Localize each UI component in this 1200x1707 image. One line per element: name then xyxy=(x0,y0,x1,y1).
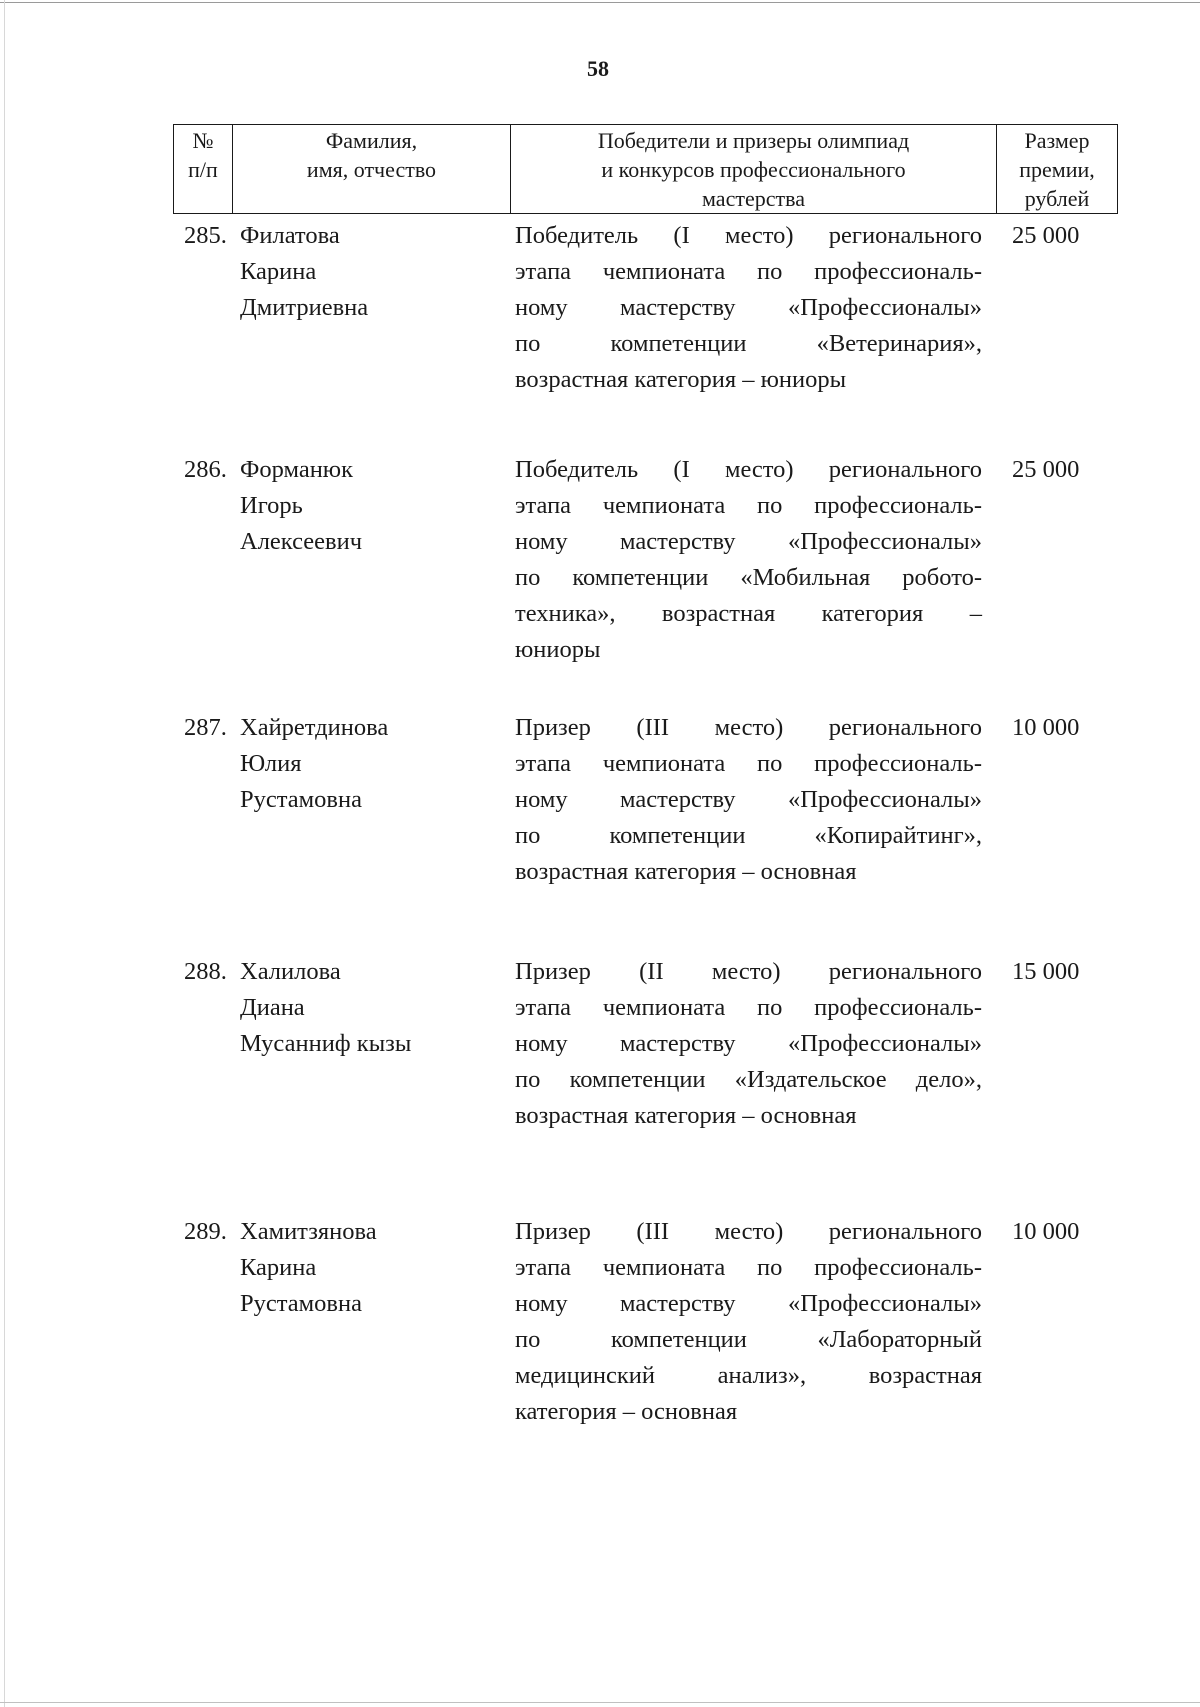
header-desc-line-3: мастерства xyxy=(702,186,805,211)
row-number: 287. xyxy=(184,714,227,741)
achievement-line: этапа чемпионата по профессиональ- xyxy=(515,1254,982,1281)
achievement-line: возрастная категория – основная xyxy=(515,1102,857,1129)
achievement-line: ному мастерству «Профессионалы» xyxy=(515,786,982,813)
achievement-line: юниоры xyxy=(515,636,601,663)
achievement-line: по компетенции «Ветеринария», xyxy=(515,330,982,357)
surname: Хамитзянова xyxy=(240,1218,377,1245)
row-full-name xyxy=(240,954,500,1062)
row-full-name xyxy=(240,1214,500,1322)
row-number: 286. xyxy=(184,456,227,483)
header-num-line-1: № xyxy=(192,128,214,153)
achievement-line: по компетенции «Мобильная робото- xyxy=(515,564,982,591)
row-full-name xyxy=(240,218,500,326)
row-number: 288. xyxy=(184,958,227,985)
header-name-line-1: Фамилия, xyxy=(325,128,418,153)
row-achievement xyxy=(515,218,982,398)
header-col-number xyxy=(174,125,233,214)
achievement-line: категория – основная xyxy=(515,1398,738,1425)
first-name: Игорь xyxy=(240,492,303,519)
header-col-description xyxy=(511,125,997,214)
row-achievement xyxy=(515,452,982,668)
row-award-amount: 15 000 xyxy=(1012,958,1080,985)
surname: Филатова xyxy=(240,222,340,249)
surname: Халилова xyxy=(240,958,341,985)
first-name: Диана xyxy=(240,994,305,1021)
surname: Форманюк xyxy=(240,456,354,483)
row-achievement xyxy=(515,710,982,890)
row-full-name xyxy=(240,710,500,818)
header-amount-line-1: Размер xyxy=(1024,128,1090,153)
first-name: Карина xyxy=(240,258,317,285)
header-col-name xyxy=(233,125,511,214)
row-number: 285. xyxy=(184,222,227,249)
table-header xyxy=(173,124,1118,214)
patronymic: Рустамовна xyxy=(240,786,362,813)
achievement-line: возрастная категория – основная xyxy=(515,858,857,885)
row-award-amount: 25 000 xyxy=(1012,456,1080,483)
achievement-line: по компетенции «Лабораторный xyxy=(515,1326,982,1353)
patronymic: Дмитриевна xyxy=(240,294,369,321)
header-amount-line-3: рублей xyxy=(1024,186,1090,211)
achievement-line: этапа чемпионата по профессиональ- xyxy=(515,994,982,1021)
patronymic: Алексеевич xyxy=(240,528,363,555)
row-award-amount: 10 000 xyxy=(1012,714,1080,741)
row-number: 289. xyxy=(184,1218,227,1245)
row-award-amount: 10 000 xyxy=(1012,1218,1080,1245)
achievement-line: ному мастерству «Профессионалы» xyxy=(515,1030,982,1057)
header-num-line-2: п/п xyxy=(188,157,218,182)
header-amount-line-2: премии, xyxy=(1019,157,1095,182)
row-award-amount: 25 000 xyxy=(1012,222,1080,249)
bottom-border-line xyxy=(0,1702,1200,1703)
achievement-line: по компетенции «Копирайтинг», xyxy=(515,822,982,849)
achievement-line: этапа чемпионата по профессиональ- xyxy=(515,750,982,777)
surname: Хайретдинова xyxy=(240,714,389,741)
achievement-line: ному мастерству «Профессионалы» xyxy=(515,294,982,321)
patronymic: Рустамовна xyxy=(240,1290,362,1317)
page-number: 58 xyxy=(587,56,609,81)
achievement-line: по компетенции «Издательское дело», xyxy=(515,1066,982,1093)
patronymic: Мусанниф кызы xyxy=(240,1030,412,1057)
achievement-line: этапа чемпионата по профессиональ- xyxy=(515,258,982,285)
achievement-line: Победитель (I место) регионального xyxy=(515,222,982,249)
header-col-amount xyxy=(997,125,1118,214)
achievement-line: возрастная категория – юниоры xyxy=(515,366,847,393)
row-achievement xyxy=(515,954,982,1134)
achievement-line: медицинский анализ», возрастная xyxy=(515,1362,982,1389)
achievement-line: Призер (II место) регионального xyxy=(515,958,982,985)
row-full-name xyxy=(240,452,500,560)
header-name-line-2: имя, отчество xyxy=(306,157,437,182)
achievement-line: ному мастерству «Профессионалы» xyxy=(515,528,982,555)
header-desc-line-2: и конкурсов профессионального xyxy=(601,157,906,182)
achievement-line: ному мастерству «Профессионалы» xyxy=(515,1290,982,1317)
achievement-line: Победитель (I место) регионального xyxy=(515,456,982,483)
header-desc-line-1: Победители и призеры олимпиад xyxy=(597,128,910,153)
left-scan-edge xyxy=(4,0,5,1707)
achievement-line: Призер (III место) регионального xyxy=(515,714,982,741)
first-name: Карина xyxy=(240,1254,317,1281)
achievement-line: этапа чемпионата по профессиональ- xyxy=(515,492,982,519)
achievement-line: Призер (III место) регионального xyxy=(515,1218,982,1245)
top-border-line xyxy=(0,2,1200,3)
first-name: Юлия xyxy=(240,750,302,777)
row-achievement xyxy=(515,1214,982,1430)
achievement-line: техника», возрастная категория – xyxy=(515,600,982,627)
